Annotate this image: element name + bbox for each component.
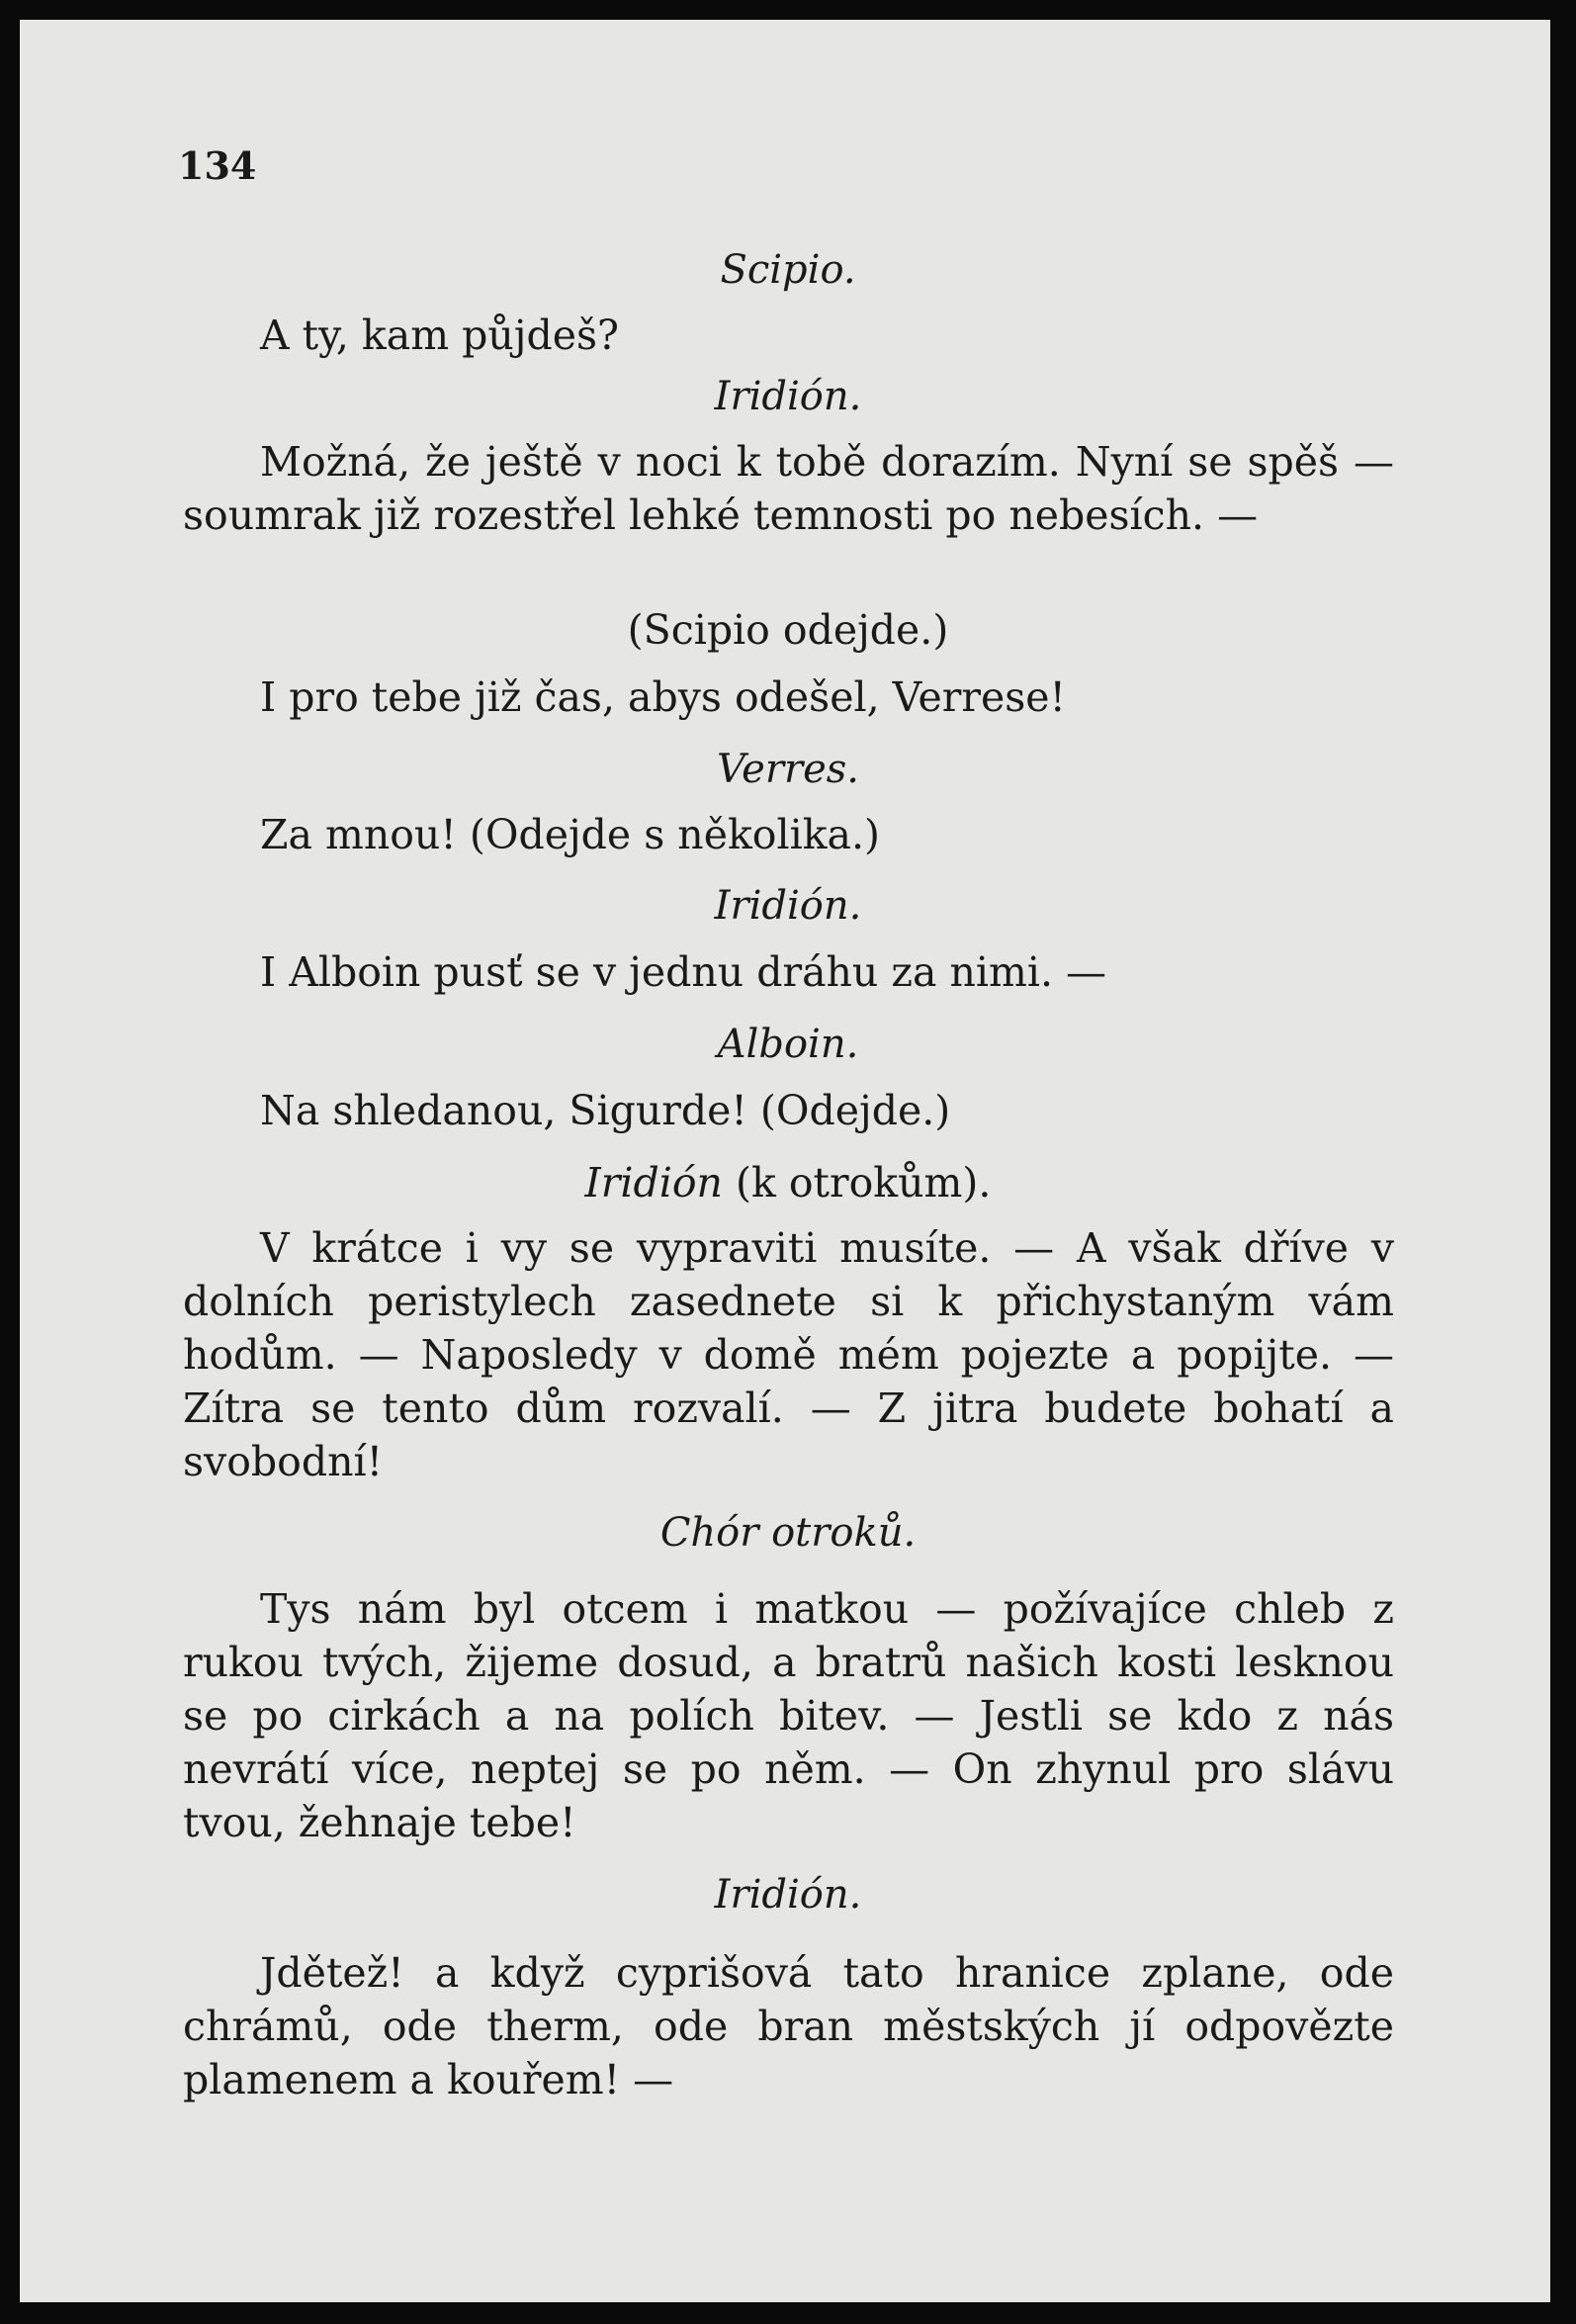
dialogue-text — [183, 1946, 1394, 2106]
speaker-note: (k otrokům). — [735, 1159, 992, 1207]
speaker-name: Iridión. — [714, 883, 862, 929]
dialogue-text — [183, 945, 1394, 999]
speaker-name: Iridión. — [714, 1872, 862, 1918]
paragraph: A ty, kam půjdeš? — [260, 312, 619, 359]
dialogue-text — [183, 435, 1394, 542]
speaker-name: Iridión. — [714, 374, 862, 419]
dialogue-text — [183, 1221, 1394, 1488]
dialogue-text — [183, 1084, 1394, 1137]
page-number: 134 — [178, 143, 257, 188]
paragraph: Tys nám byl otcem i matkou — požívajíce chleb z rukou tvých, žijeme dosud, a bratrů našich kosti lesknou se po cirkách a na polích bitev. — Jestli se kdo z nás nevrátí více, neptej se po něm. — On zhynul pro slávu tvou, žehnaje tebe! — [183, 1585, 1394, 1846]
dialogue-text — [183, 1582, 1394, 1849]
dialogue-text — [183, 808, 1394, 861]
speaker-name: Chór otroků. — [659, 1510, 917, 1556]
paragraph: V krátce i vy se vypraviti musíte. — A však dříve v dolních peristylech zasednete si k přichystaným vám hodům. — Naposledy v domě mém pojezte a popijte. — Zítra se tento dům rozvalí. — Z jitra budete bohatí a svobodní! — [183, 1224, 1394, 1485]
speaker-name: Scipio. — [720, 247, 856, 293]
dialogue-text — [183, 309, 1394, 362]
speaker-name: Iridión — [584, 1159, 723, 1207]
paragraph: I Alboin pusť se v jednu dráhu za nimi. — — [260, 948, 1107, 996]
paragraph: Na shledanou, Sigurde! (Odejde.) — [260, 1087, 951, 1134]
stage-direction: (Scipio odejde.) — [627, 606, 949, 654]
speaker-name: Verres. — [716, 747, 860, 792]
dialogue-text — [183, 670, 1394, 724]
paragraph: Za mnou! (Odejde s několika.) — [260, 811, 881, 858]
paragraph: I pro tebe již čas, abys odešel, Verrese! — [260, 673, 1066, 721]
speaker-line — [0, 1159, 1576, 1207]
speaker-name: Alboin. — [717, 1022, 859, 1067]
paragraph: Jdětež! a když cyprišová tato hranice zplane, ode chrámů, ode therm, ode bran městských jí odpovězte plamenem a kouřem! — — [183, 1949, 1394, 2103]
paragraph: Možná, že ještě v noci k tobě dorazím. Nyní se spěš — soumrak již rozestřel lehké temnosti po nebesích. — — [183, 438, 1394, 539]
